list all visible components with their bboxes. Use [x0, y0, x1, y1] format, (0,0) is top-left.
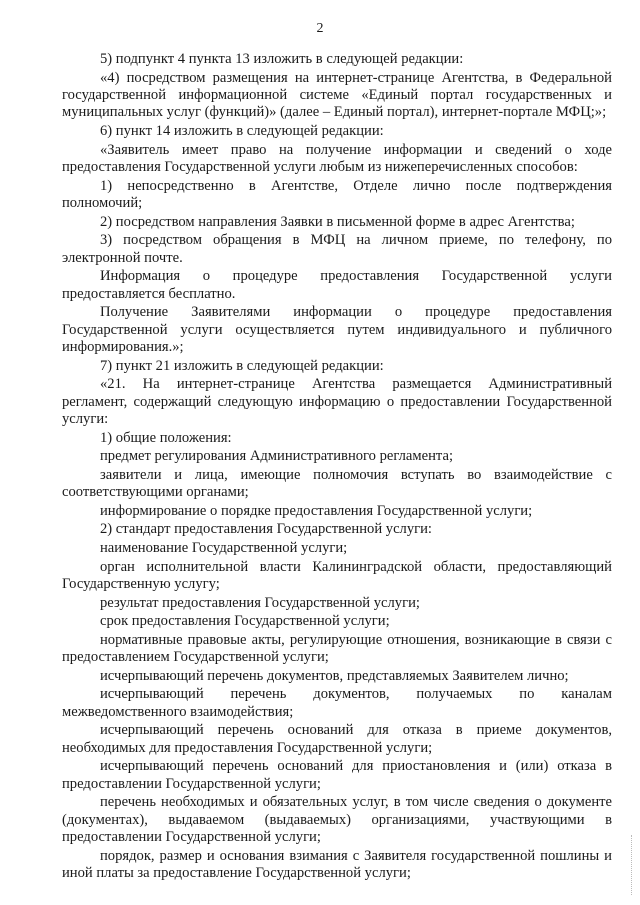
paragraph: «Заявитель имеет право на получение информации и сведений о ходе предоставления Государственной услуги любым из нижеперечисленных способов:: [62, 141, 612, 175]
paragraph: 1) общие положения:: [100, 429, 232, 446]
paragraph: нормативные правовые акты, регулирующие отношения, возникающие в связи с предоставлением Государственной услуги;: [62, 631, 612, 666]
paragraph: перечень необходимых и обязательных услуг, в том числе сведения о документе (документах), выдаваемом (выдаваемых) организациями, участвующими в предоставлении Государственной услуги;: [62, 794, 612, 846]
paragraph: срок предоставления Государственной услуги;: [100, 613, 390, 630]
paragraph: «21. На интернет-странице Агентства размещается Административный регламент, содержащий следующую информацию о предоставлении Государственной услуги:: [62, 376, 612, 427]
paragraph: информирование о порядке предоставления Государственной услуги;: [100, 502, 533, 519]
paragraph: 1) непосредственно в Агентстве, Отделе лично после подтверждения полномочий;: [62, 177, 612, 211]
paragraph: исчерпывающий перечень оснований для приостановления и (или) отказа в предоставлении Государственной услуги;: [62, 758, 612, 792]
paragraph: 5) подпункт 4 пункта 13 изложить в следующей редакции:: [100, 51, 464, 67]
paragraph: заявители и лица, имеющие полномочия вступать во взаимодействие с соответствующими органами;: [62, 466, 612, 501]
paragraph: исчерпывающий перечень документов, получаемых по каналам межведомственного взаимодействия;: [62, 686, 612, 720]
paragraph: 3) посредством обращения в МФЦ на личном приеме, по телефону, по электронной почте.: [62, 232, 612, 266]
paragraph: результат предоставления Государственной услуги;: [100, 594, 420, 611]
paragraph: «4) посредством размещения на интернет-странице Агентства, в Федеральной государственной информационной системе «Единый портал государственных и муниципальных услуг (функций)» (далее – Единый портал), интернет-портале МФЦ;»;: [62, 69, 612, 121]
paragraph: Информация о процедуре предоставления Государственной услуги предоставляется бесплатно.: [62, 268, 612, 302]
scan-edge-mark: [629, 835, 632, 895]
paragraph: Получение Заявителями информации о процедуре предоставления Государственной услуги осуществляется путем индивидуального и публичного информирования.»;: [62, 304, 612, 355]
paragraph: 2) посредством направления Заявки в письменной форме в адрес Агентства;: [100, 213, 575, 230]
paragraph: наименование Государственной услуги;: [100, 539, 348, 556]
paragraph: предмет регулирования Административного регламента;: [100, 448, 454, 465]
paragraph: 6) пункт 14 изложить в следующей редакции:: [100, 123, 384, 139]
paragraph: исчерпывающий перечень документов, представляемых Заявителем лично;: [100, 667, 569, 684]
page-number: 2: [316, 21, 324, 36]
paragraph: 7) пункт 21 изложить в следующей редакции:: [100, 357, 384, 374]
paragraph: 2) стандарт предоставления Государственной услуги:: [100, 521, 432, 538]
paragraph: порядок, размер и основания взимания с Заявителя государственной пошлины и иной платы за предоставление Государственной услуги;: [62, 847, 612, 882]
document-body: [62, 51, 612, 884]
paragraph: орган исполнительной власти Калининградской области, предоставляющий Государственную услугу;: [62, 558, 612, 592]
paragraph: исчерпывающий перечень оснований для отказа в приеме документов, необходимых для предоставления Государственной услуги;: [62, 722, 612, 756]
